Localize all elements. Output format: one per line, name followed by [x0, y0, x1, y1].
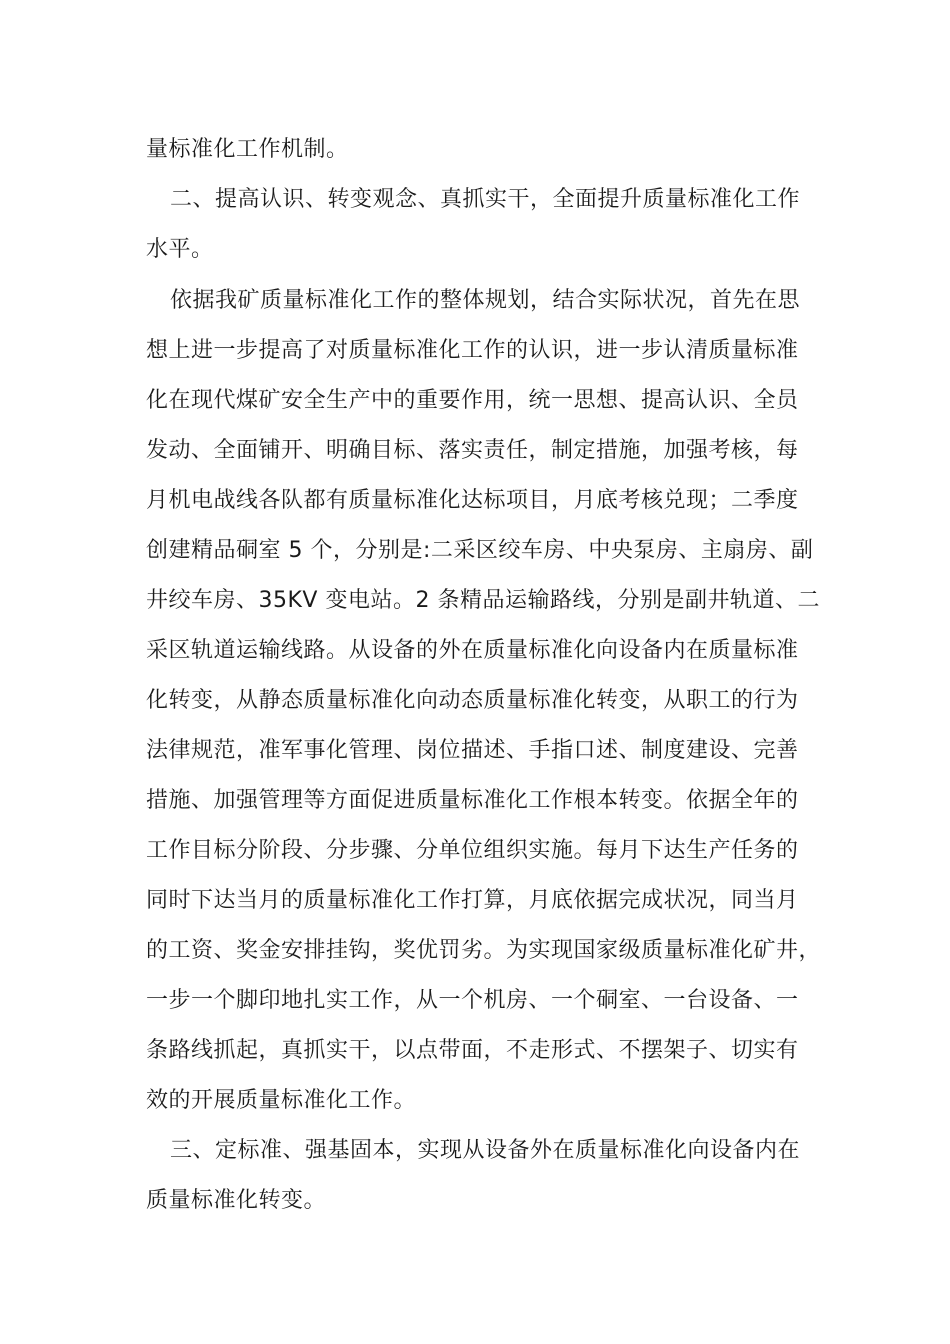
text-line: 想上进一步提高了对质量标准化工作的认识，进一步认清质量标准: [146, 338, 799, 363]
text-line: 条路线抓起，真抓实干，以点带面，不走形式、不摆架子、切实有: [146, 1038, 799, 1063]
text-line: 工作目标分阶段、分步骤、分单位组织实施。每月下达生产任务的: [146, 838, 799, 863]
text-line: 发动、全面铺开、明确目标、落实责任，制定措施，加强考核，每: [146, 438, 799, 463]
text-line: 井绞车房、35KV 变电站。2 条精品运输路线，分别是副井轨道、二: [146, 588, 820, 613]
text-line: 水平。: [146, 237, 214, 262]
text-line: 同时下达当月的质量标准化工作打算，月底依据完成状况，同当月: [146, 888, 799, 913]
section-heading: 三、定标准、强基固本，实现从设备外在质量标准化向设备内在: [170, 1138, 801, 1163]
text-line: 的工资、奖金安排挂钩，奖优罚劣。为实现国家级质量标准化矿井，: [146, 938, 822, 963]
paragraph-start: 依据我矿质量标准化工作的整体规划，结合实际状况，首先在思: [170, 288, 801, 313]
text-line: 法律规范，准军事化管理、岗位描述、手指口述、制度建设、完善: [146, 738, 799, 763]
text-line: 采区轨道运输线路。从设备的外在质量标准化向设备内在质量标准: [146, 638, 799, 663]
text-line: 月机电战线各队都有质量标准化达标项目，月底考核兑现；二季度: [146, 488, 799, 513]
text-line: 化转变，从静态质量标准化向动态质量标准化转变，从职工的行为: [146, 688, 799, 713]
text-line: 量标准化工作机制。: [146, 137, 349, 162]
text-line: 一步一个脚印地扎实工作，从一个机房、一个硐室、一台设备、一: [146, 988, 799, 1013]
section-heading: 二、提高认识、转变观念、真抓实干，全面提升质量标准化工作: [170, 187, 801, 212]
text-line: 化在现代煤矿安全生产中的重要作用，统一思想、提高认识、全员: [146, 388, 799, 413]
text-line: 质量标准化转变。: [146, 1188, 327, 1213]
text-line: 效的开展质量标准化工作。: [146, 1088, 417, 1113]
text-line: 创建精品硐室 5 个，分别是:二采区绞车房、中央泵房、主扇房、副: [146, 538, 814, 563]
text-line: 措施、加强管理等方面促进质量标准化工作根本转变。依据全年的: [146, 788, 799, 813]
